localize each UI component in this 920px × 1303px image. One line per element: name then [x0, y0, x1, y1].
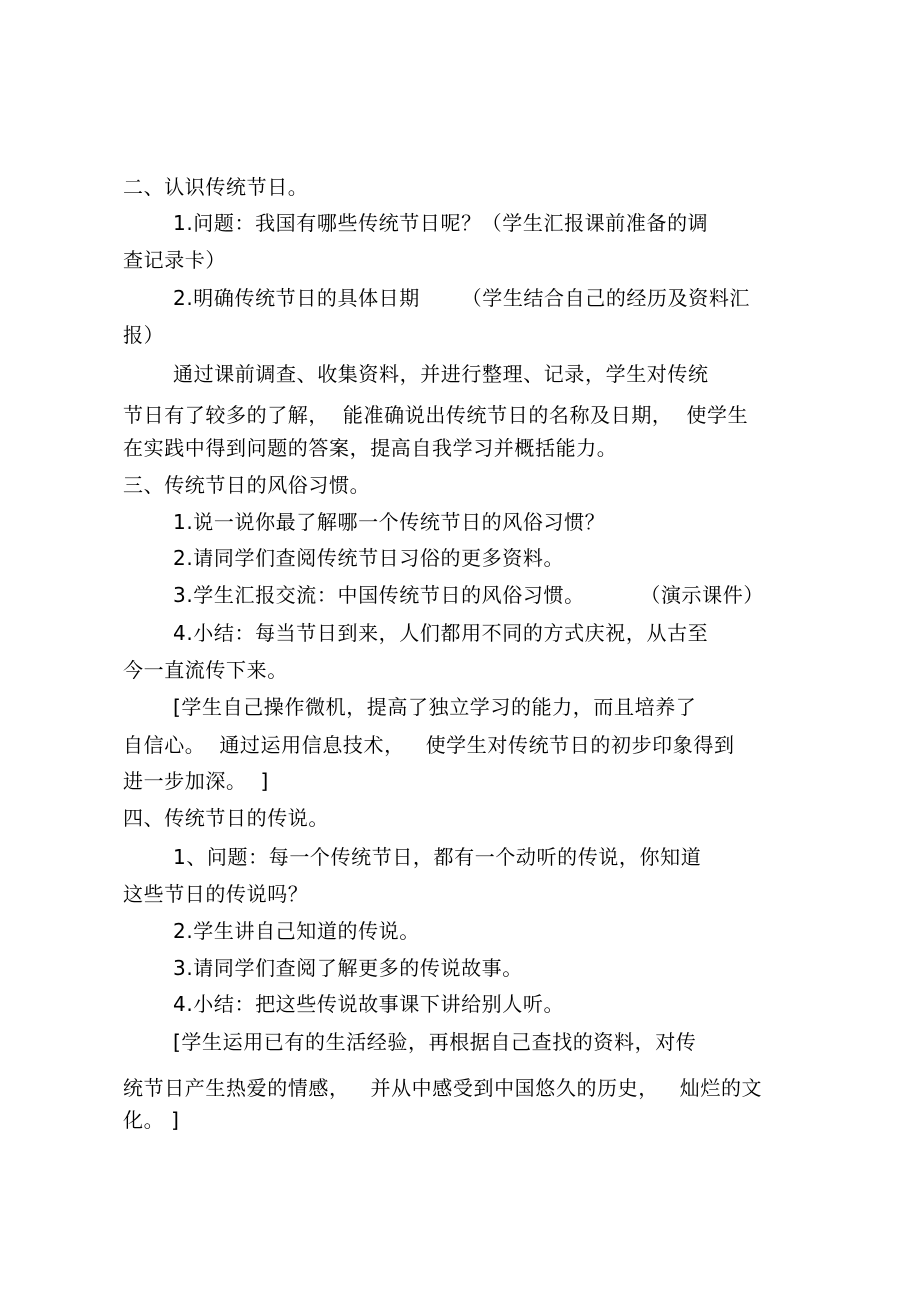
- paragraph-line: 今一直流传下来。: [123, 658, 288, 682]
- paragraph-line: 通过课前调查、收集资料，并进行整理、记录，学生对传统: [173, 362, 709, 386]
- paragraph-line: 统节日产生热爱的情感， 并从中感受到中国悠久的历史， 灿烂的文: [123, 1076, 763, 1100]
- paragraph-line: 2.请同学们查阅传统节日习俗的更多资料。: [173, 546, 565, 570]
- paragraph-line: 4.小结：把这些传说故事课下讲给别人听。: [173, 992, 565, 1016]
- paragraph-line: 节日有了较多的了解， 能准确说出传统节日的名称及日期， 使学生: [123, 403, 749, 427]
- paragraph-line: 在实践中得到问题的答案，提高自我学习并概括能力。: [123, 436, 618, 460]
- paragraph-line: 3.请同学们查阅了解更多的传说故事。: [173, 956, 523, 980]
- paragraph-line: 2.学生讲自己知道的传说。: [173, 919, 420, 943]
- paragraph-line: 2.明确传统节日的具体日期 （学生结合自己的经历及资料汇: [173, 286, 751, 310]
- paragraph-line: 1.说一说你最了解哪一个传统节日的风俗习惯？: [173, 510, 606, 534]
- paragraph-line: [学生自己操作微机，提高了独立学习的能力，而且培养了: [173, 695, 697, 719]
- paragraph-line: 4.小结：每当节日到来，人们都用不同的方式庆祝，从古至: [173, 621, 709, 645]
- paragraph-line: 查记录卡）: [123, 248, 226, 272]
- paragraph-line: 1.问题：我国有哪些传统节日呢？（学生汇报课前准备的调: [173, 211, 709, 235]
- paragraph-line: 化。 ]: [123, 1108, 180, 1132]
- section-heading-2: 二、认识传统节日。: [123, 175, 309, 199]
- paragraph-line: 3.学生汇报交流：中国传统节日的风俗习惯。 （演示课件）: [173, 583, 764, 607]
- paragraph-line: 报）: [123, 323, 165, 347]
- section-heading-4: 四、传统节日的传说。: [123, 806, 329, 830]
- paragraph-line: 1、问题：每一个传统节日，都有一个动听的传说，你知道: [173, 845, 702, 869]
- paragraph-line: 进一步加深。 ]: [123, 769, 269, 793]
- paragraph-line: 自信心。 通过运用信息技术， 使学生对传统节日的初步印象得到: [123, 733, 735, 757]
- section-heading-3: 三、传统节日的风俗习惯。: [123, 473, 371, 497]
- paragraph-line: [学生运用已有的生活经验，再根据自己查找的资料，对传: [173, 1030, 697, 1054]
- paragraph-line: 这些节日的传说吗？: [123, 882, 309, 906]
